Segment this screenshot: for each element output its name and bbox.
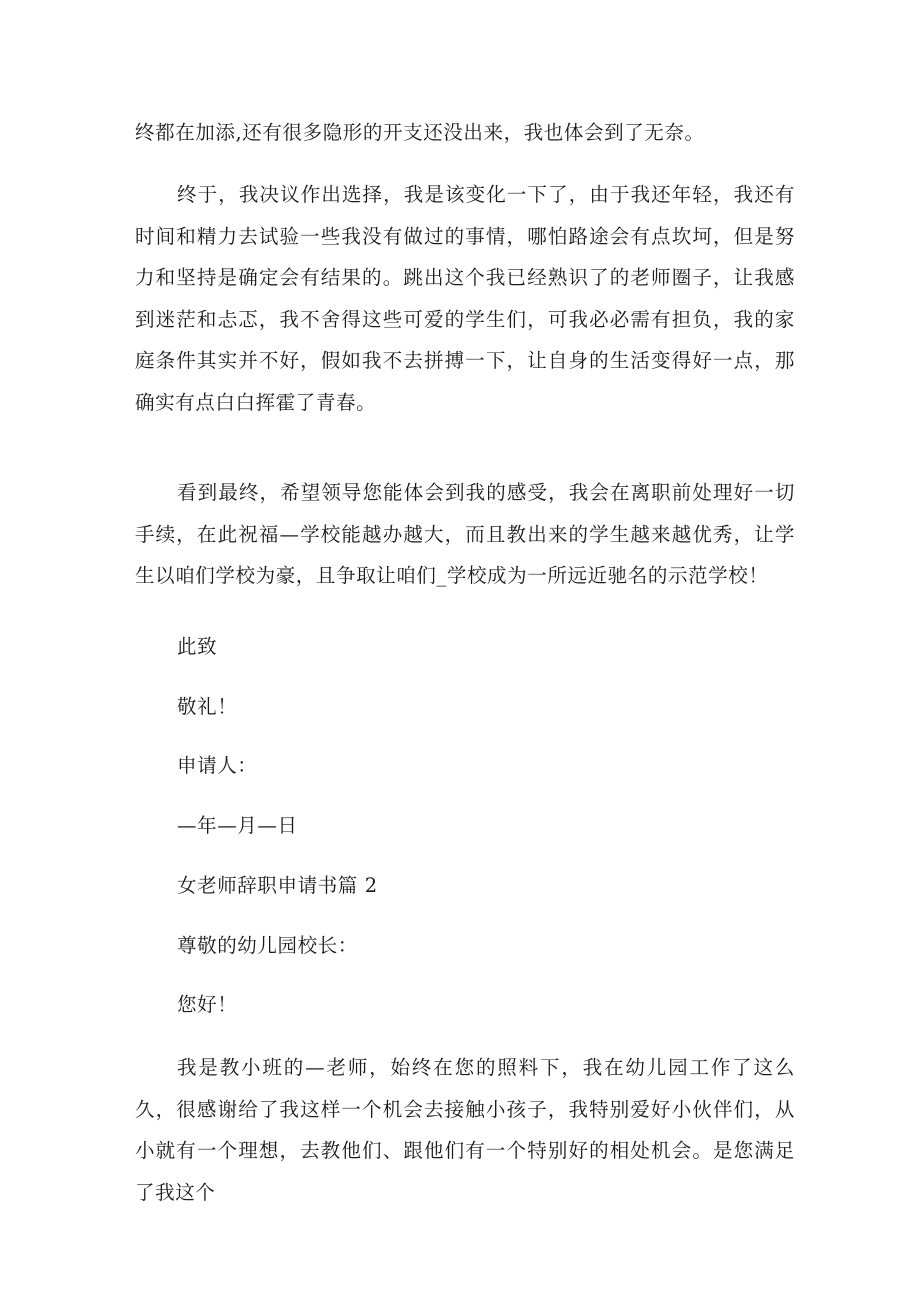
section-title: 女老师辞职申请书篇 2 [177, 874, 378, 897]
date-line: —年—月—日 [177, 814, 298, 837]
addressee-line: 尊敬的幼儿园校长： [177, 934, 358, 957]
greeting-text: 您好！ [177, 993, 238, 1016]
salute-text: 敬礼！ [177, 695, 238, 718]
paragraph-kindergarten-body: 我是教小班的—老师，始终在您的照料下，我在幼儿园工作了这么久，很感谢给了我这样一个机会去接触小孩子，我特别爱好小伙伴们，从小就有一个理想，去教他们、跟他们有一个特别好的相处机会。是您满足了我这个 [135, 1056, 795, 1204]
paragraph-decision: 终于，我决议作出选择，我是该变化一下了，由于我还年轻，我还有时间和精力去试验一些我没有做过的事情，哪怕路途会有点坎坷，但是努力和坚持是确定会有结果的。跳出这个我已经熟识了的老师圈子，让我感到迷茫和忐忑，我不舍得这些可爱的学生们，可我必必需有担负，我的家庭条件其实并不好，假如我不去拼搏一下，让自身的生活变得好一点，那确实有点白白挥霍了青春。 [135, 183, 795, 414]
paragraph-continuation: 终都在加添,还有很多隐形的开支还没出来，我也体会到了无奈。 [135, 121, 705, 144]
applicant-label: 申请人： [177, 754, 258, 777]
paragraph-farewell: 看到最终，希望领导您能体会到我的感受，我会在离职前处理好一切手续，在此祝福—学校能越办越大，而且教出来的学生越来越优秀，让学生以咱们学校为豪，且争取让咱们_学校成为一所远近驰名的示范学校！ [135, 481, 795, 587]
closing-text: 此致 [177, 635, 218, 658]
